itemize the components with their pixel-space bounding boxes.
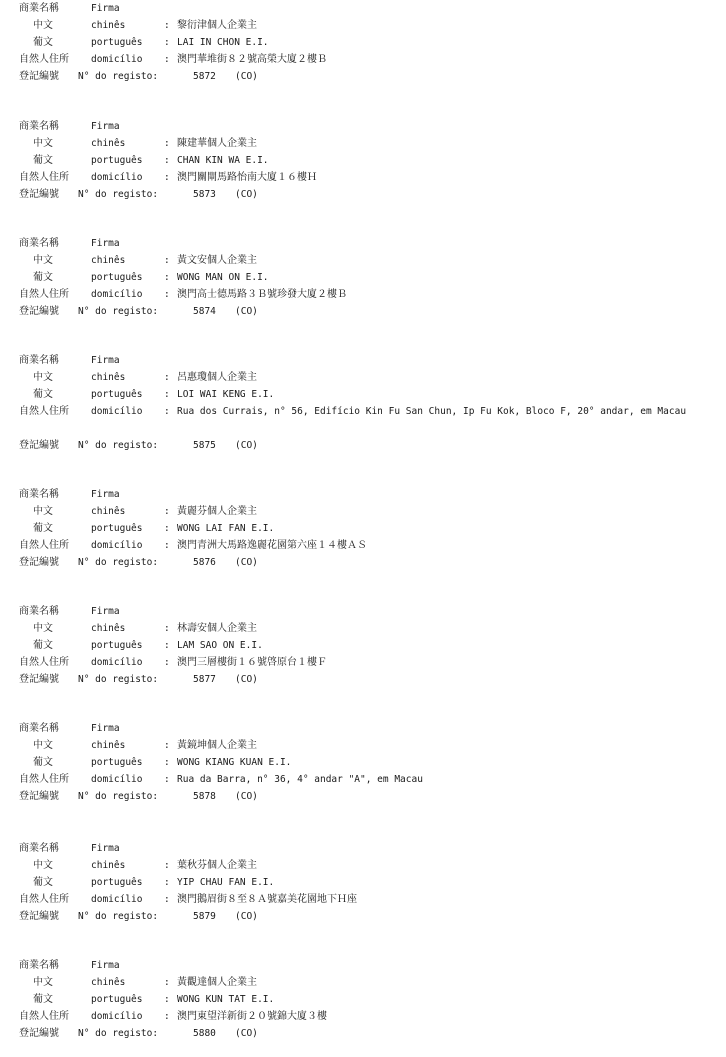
registry-number: 5873 xyxy=(193,189,216,200)
portuguese-name-row xyxy=(0,637,726,654)
portuguese-name-row xyxy=(0,520,726,537)
firm-name-zh: 陳建華個人企業主 xyxy=(177,138,257,149)
domicile-row xyxy=(0,1008,726,1025)
chinese-name-row xyxy=(0,857,726,874)
domicile-value: 澳門高士德馬路３Ｂ號珍發大廈２樓Ｂ xyxy=(177,289,347,300)
registry-number: 5875 xyxy=(193,440,216,451)
registry-label-zh: 登記編號 xyxy=(19,674,59,685)
firm-label-zh: 商業名稱 xyxy=(19,489,59,500)
registry-row xyxy=(0,788,726,805)
colon: : xyxy=(164,372,170,383)
domicile-label-pt: domicílio xyxy=(91,406,143,417)
domicile-row xyxy=(0,891,726,908)
chinese-label-zh: 中文 xyxy=(33,740,53,751)
portuguese-label-zh: 葡文 xyxy=(33,37,53,48)
chinese-name-row xyxy=(0,252,726,269)
chinese-label-pt: chinês xyxy=(91,977,126,988)
firm-name-pt: LAM SAO ON E.I. xyxy=(177,640,263,651)
registry-code: (CO) xyxy=(235,791,258,802)
registry-label-pt: N° do registo: xyxy=(78,189,159,200)
domicile-label-pt: domicílio xyxy=(91,54,143,65)
firm-label-pt: Firma xyxy=(91,843,120,854)
firm-header-row xyxy=(0,235,726,252)
registry-row xyxy=(0,908,726,925)
firm-name-pt: WONG MAN ON E.I. xyxy=(177,272,269,283)
colon: : xyxy=(164,860,170,871)
chinese-label-pt: chinês xyxy=(91,20,126,31)
registry-label-pt: N° do registo: xyxy=(78,674,159,685)
chinese-name-row xyxy=(0,369,726,386)
chinese-name-row xyxy=(0,620,726,637)
firm-record xyxy=(0,118,726,203)
domicile-label-zh: 自然人住所 xyxy=(19,1011,69,1022)
registry-label-pt: N° do registo: xyxy=(78,71,159,82)
colon: : xyxy=(164,138,170,149)
domicile-row xyxy=(0,51,726,68)
portuguese-name-row xyxy=(0,991,726,1008)
firm-header-row xyxy=(0,0,726,17)
colon: : xyxy=(164,894,170,905)
domicile-row xyxy=(0,403,726,437)
colon: : xyxy=(164,640,170,651)
registry-number: 5880 xyxy=(193,1028,216,1039)
portuguese-label-zh: 葡文 xyxy=(33,523,53,534)
firm-name-pt: CHAN KIN WA E.I. xyxy=(177,155,269,166)
registry-row xyxy=(0,671,726,688)
chinese-label-pt: chinês xyxy=(91,623,126,634)
chinese-label-pt: chinês xyxy=(91,138,126,149)
chinese-label-zh: 中文 xyxy=(33,255,53,266)
portuguese-label-zh: 葡文 xyxy=(33,272,53,283)
portuguese-label-pt: português xyxy=(91,994,143,1005)
domicile-value: Rua da Barra, n° 36, 4° andar "A", em Macau xyxy=(177,774,423,785)
firm-name-pt: WONG KIANG KUAN E.I. xyxy=(177,757,292,768)
colon: : xyxy=(164,155,170,166)
colon: : xyxy=(164,506,170,517)
firm-label-pt: Firma xyxy=(91,960,120,971)
registry-code: (CO) xyxy=(235,1028,258,1039)
colon: : xyxy=(164,172,170,183)
portuguese-label-zh: 葡文 xyxy=(33,640,53,651)
domicile-label-zh: 自然人住所 xyxy=(19,54,69,65)
portuguese-name-row xyxy=(0,386,726,403)
domicile-label-pt: domicílio xyxy=(91,1011,143,1022)
colon: : xyxy=(164,1011,170,1022)
domicile-label-pt: domicílio xyxy=(91,289,143,300)
domicile-label-zh: 自然人住所 xyxy=(19,540,69,551)
colon: : xyxy=(164,272,170,283)
registry-label-pt: N° do registo: xyxy=(78,306,159,317)
portuguese-label-pt: português xyxy=(91,272,143,283)
domicile-label-pt: domicílio xyxy=(91,657,143,668)
firm-label-pt: Firma xyxy=(91,606,120,617)
firm-name-pt: LAI IN CHON E.I. xyxy=(177,37,269,48)
firm-record xyxy=(0,840,726,925)
registry-label-pt: N° do registo: xyxy=(78,557,159,568)
firm-label-zh: 商業名稱 xyxy=(19,238,59,249)
registry-row xyxy=(0,1025,726,1042)
domicile-value: 澳門青洲大馬路逸麗花園第六座１４樓ＡＳ xyxy=(177,540,367,551)
registry-label-pt: N° do registo: xyxy=(78,911,159,922)
firm-record xyxy=(0,352,726,454)
registry-code: (CO) xyxy=(235,71,258,82)
firm-record xyxy=(0,235,726,320)
chinese-name-row xyxy=(0,17,726,34)
firm-header-row xyxy=(0,118,726,135)
domicile-label-zh: 自然人住所 xyxy=(19,774,69,785)
registry-row xyxy=(0,554,726,571)
firm-name-zh: 黎衍津個人企業主 xyxy=(177,20,257,31)
firm-label-pt: Firma xyxy=(91,723,120,734)
domicile-value: 澳門華堆街８２號高榮大廈２樓Ｂ xyxy=(177,54,327,65)
colon: : xyxy=(164,657,170,668)
firm-label-pt: Firma xyxy=(91,238,120,249)
colon: : xyxy=(164,994,170,1005)
registry-number: 5872 xyxy=(193,71,216,82)
firm-label-zh: 商業名稱 xyxy=(19,960,59,971)
colon: : xyxy=(164,877,170,888)
portuguese-name-row xyxy=(0,269,726,286)
colon: : xyxy=(164,289,170,300)
domicile-row xyxy=(0,654,726,671)
portuguese-label-zh: 葡文 xyxy=(33,994,53,1005)
domicile-value: 澳門關閘馬路怡南大廈１６樓Ｈ xyxy=(177,172,317,183)
colon: : xyxy=(164,37,170,48)
firm-name-pt: WONG KUN TAT E.I. xyxy=(177,994,275,1005)
chinese-label-zh: 中文 xyxy=(33,977,53,988)
portuguese-label-pt: português xyxy=(91,877,143,888)
colon: : xyxy=(164,54,170,65)
colon: : xyxy=(164,623,170,634)
domicile-row xyxy=(0,537,726,554)
registry-row xyxy=(0,186,726,203)
firm-label-zh: 商業名稱 xyxy=(19,121,59,132)
portuguese-name-row xyxy=(0,152,726,169)
registry-code: (CO) xyxy=(235,674,258,685)
chinese-label-zh: 中文 xyxy=(33,506,53,517)
portuguese-name-row xyxy=(0,754,726,771)
firm-record xyxy=(0,720,726,805)
domicile-label-pt: domicílio xyxy=(91,774,143,785)
registry-label-zh: 登記編號 xyxy=(19,1028,59,1039)
domicile-row xyxy=(0,169,726,186)
colon: : xyxy=(164,406,170,417)
domicile-row xyxy=(0,286,726,303)
domicile-value: 澳門東望洋新街２０號錦大廈３樓 xyxy=(177,1011,327,1022)
firm-label-zh: 商業名稱 xyxy=(19,355,59,366)
domicile-row xyxy=(0,771,726,788)
portuguese-label-zh: 葡文 xyxy=(33,155,53,166)
registry-label-zh: 登記編號 xyxy=(19,911,59,922)
domicile-label-pt: domicílio xyxy=(91,540,143,551)
firm-header-row xyxy=(0,957,726,974)
firm-header-row xyxy=(0,720,726,737)
registry-row xyxy=(0,437,726,454)
registry-label-pt: N° do registo: xyxy=(78,440,159,451)
chinese-name-row xyxy=(0,503,726,520)
domicile-label-zh: 自然人住所 xyxy=(19,657,69,668)
firm-name-zh: 林壽安個人企業主 xyxy=(177,623,257,634)
portuguese-label-zh: 葡文 xyxy=(33,877,53,888)
registry-label-zh: 登記編號 xyxy=(19,71,59,82)
registry-code: (CO) xyxy=(235,189,258,200)
colon: : xyxy=(164,20,170,31)
portuguese-label-pt: português xyxy=(91,155,143,166)
registry-label-zh: 登記編號 xyxy=(19,189,59,200)
firm-label-zh: 商業名稱 xyxy=(19,3,59,14)
registry-label-zh: 登記編號 xyxy=(19,440,59,451)
chinese-label-pt: chinês xyxy=(91,255,126,266)
firm-name-zh: 葉秋芬個人企業主 xyxy=(177,860,257,871)
colon: : xyxy=(164,774,170,785)
firm-record xyxy=(0,486,726,571)
firm-label-pt: Firma xyxy=(91,121,120,132)
chinese-label-zh: 中文 xyxy=(33,138,53,149)
registry-row xyxy=(0,303,726,320)
chinese-label-pt: chinês xyxy=(91,860,126,871)
firm-record xyxy=(0,957,726,1042)
firm-header-row xyxy=(0,840,726,857)
registry-number: 5874 xyxy=(193,306,216,317)
chinese-label-pt: chinês xyxy=(91,372,126,383)
chinese-label-zh: 中文 xyxy=(33,372,53,383)
portuguese-label-pt: português xyxy=(91,523,143,534)
registry-label-pt: N° do registo: xyxy=(78,1028,159,1039)
portuguese-name-row xyxy=(0,874,726,891)
colon: : xyxy=(164,389,170,400)
domicile-label-pt: domicílio xyxy=(91,172,143,183)
firm-label-pt: Firma xyxy=(91,489,120,500)
domicile-value: 澳門鵝眉街８至８Ａ號嘉美花園地下Ｈ座 xyxy=(177,894,357,905)
firm-header-row xyxy=(0,486,726,503)
domicile-label-zh: 自然人住所 xyxy=(19,172,69,183)
firm-name-zh: 黃文安個人企業主 xyxy=(177,255,257,266)
chinese-label-zh: 中文 xyxy=(33,623,53,634)
firm-label-pt: Firma xyxy=(91,355,120,366)
firm-name-pt: LOI WAI KENG E.I. xyxy=(177,389,275,400)
colon: : xyxy=(164,255,170,266)
domicile-label-zh: 自然人住所 xyxy=(19,406,69,417)
registry-code: (CO) xyxy=(235,440,258,451)
firm-name-zh: 黃麗芬個人企業主 xyxy=(177,506,257,517)
portuguese-label-pt: português xyxy=(91,757,143,768)
firm-label-pt: Firma xyxy=(91,3,120,14)
registry-code: (CO) xyxy=(235,911,258,922)
chinese-name-row xyxy=(0,737,726,754)
registry-code: (CO) xyxy=(235,306,258,317)
registry-code: (CO) xyxy=(235,557,258,568)
chinese-label-pt: chinês xyxy=(91,740,126,751)
registry-label-zh: 登記編號 xyxy=(19,791,59,802)
portuguese-label-pt: português xyxy=(91,389,143,400)
firm-label-zh: 商業名稱 xyxy=(19,843,59,854)
registry-label-zh: 登記編號 xyxy=(19,306,59,317)
firm-record xyxy=(0,603,726,688)
firm-header-row xyxy=(0,352,726,369)
registry-number: 5877 xyxy=(193,674,216,685)
chinese-label-zh: 中文 xyxy=(33,20,53,31)
colon: : xyxy=(164,977,170,988)
chinese-name-row xyxy=(0,135,726,152)
portuguese-name-row xyxy=(0,34,726,51)
chinese-label-pt: chinês xyxy=(91,506,126,517)
firm-name-pt: YIP CHAU FAN E.I. xyxy=(177,877,275,888)
firm-label-zh: 商業名稱 xyxy=(19,606,59,617)
registry-number: 5879 xyxy=(193,911,216,922)
registry-number: 5876 xyxy=(193,557,216,568)
portuguese-label-zh: 葡文 xyxy=(33,389,53,400)
registry-label-zh: 登記編號 xyxy=(19,557,59,568)
firm-record xyxy=(0,0,726,85)
firm-label-zh: 商業名稱 xyxy=(19,723,59,734)
colon: : xyxy=(164,740,170,751)
registry-number: 5878 xyxy=(193,791,216,802)
domicile-label-pt: domicílio xyxy=(91,894,143,905)
portuguese-label-zh: 葡文 xyxy=(33,757,53,768)
portuguese-label-pt: português xyxy=(91,37,143,48)
domicile-value: Rua dos Currais, n° 56, Edifício Kin Fu San Chun, Ip Fu Kok, Bloco F, 20° andar, em Macau xyxy=(177,406,687,417)
chinese-label-zh: 中文 xyxy=(33,860,53,871)
firm-name-zh: 黃鏡坤個人企業主 xyxy=(177,740,257,751)
firm-name-pt: WONG LAI FAN E.I. xyxy=(177,523,275,534)
registry-label-pt: N° do registo: xyxy=(78,791,159,802)
firm-name-zh: 呂惠瓊個人企業主 xyxy=(177,372,257,383)
registry-row xyxy=(0,68,726,85)
domicile-label-zh: 自然人住所 xyxy=(19,289,69,300)
firm-header-row xyxy=(0,603,726,620)
firm-name-zh: 黃觀達個人企業主 xyxy=(177,977,257,988)
portuguese-label-pt: português xyxy=(91,640,143,651)
colon: : xyxy=(164,540,170,551)
colon: : xyxy=(164,757,170,768)
chinese-name-row xyxy=(0,974,726,991)
domicile-value: 澳門三層樓街１６號啓原台１樓Ｆ xyxy=(177,657,327,668)
colon: : xyxy=(164,523,170,534)
domicile-label-zh: 自然人住所 xyxy=(19,894,69,905)
